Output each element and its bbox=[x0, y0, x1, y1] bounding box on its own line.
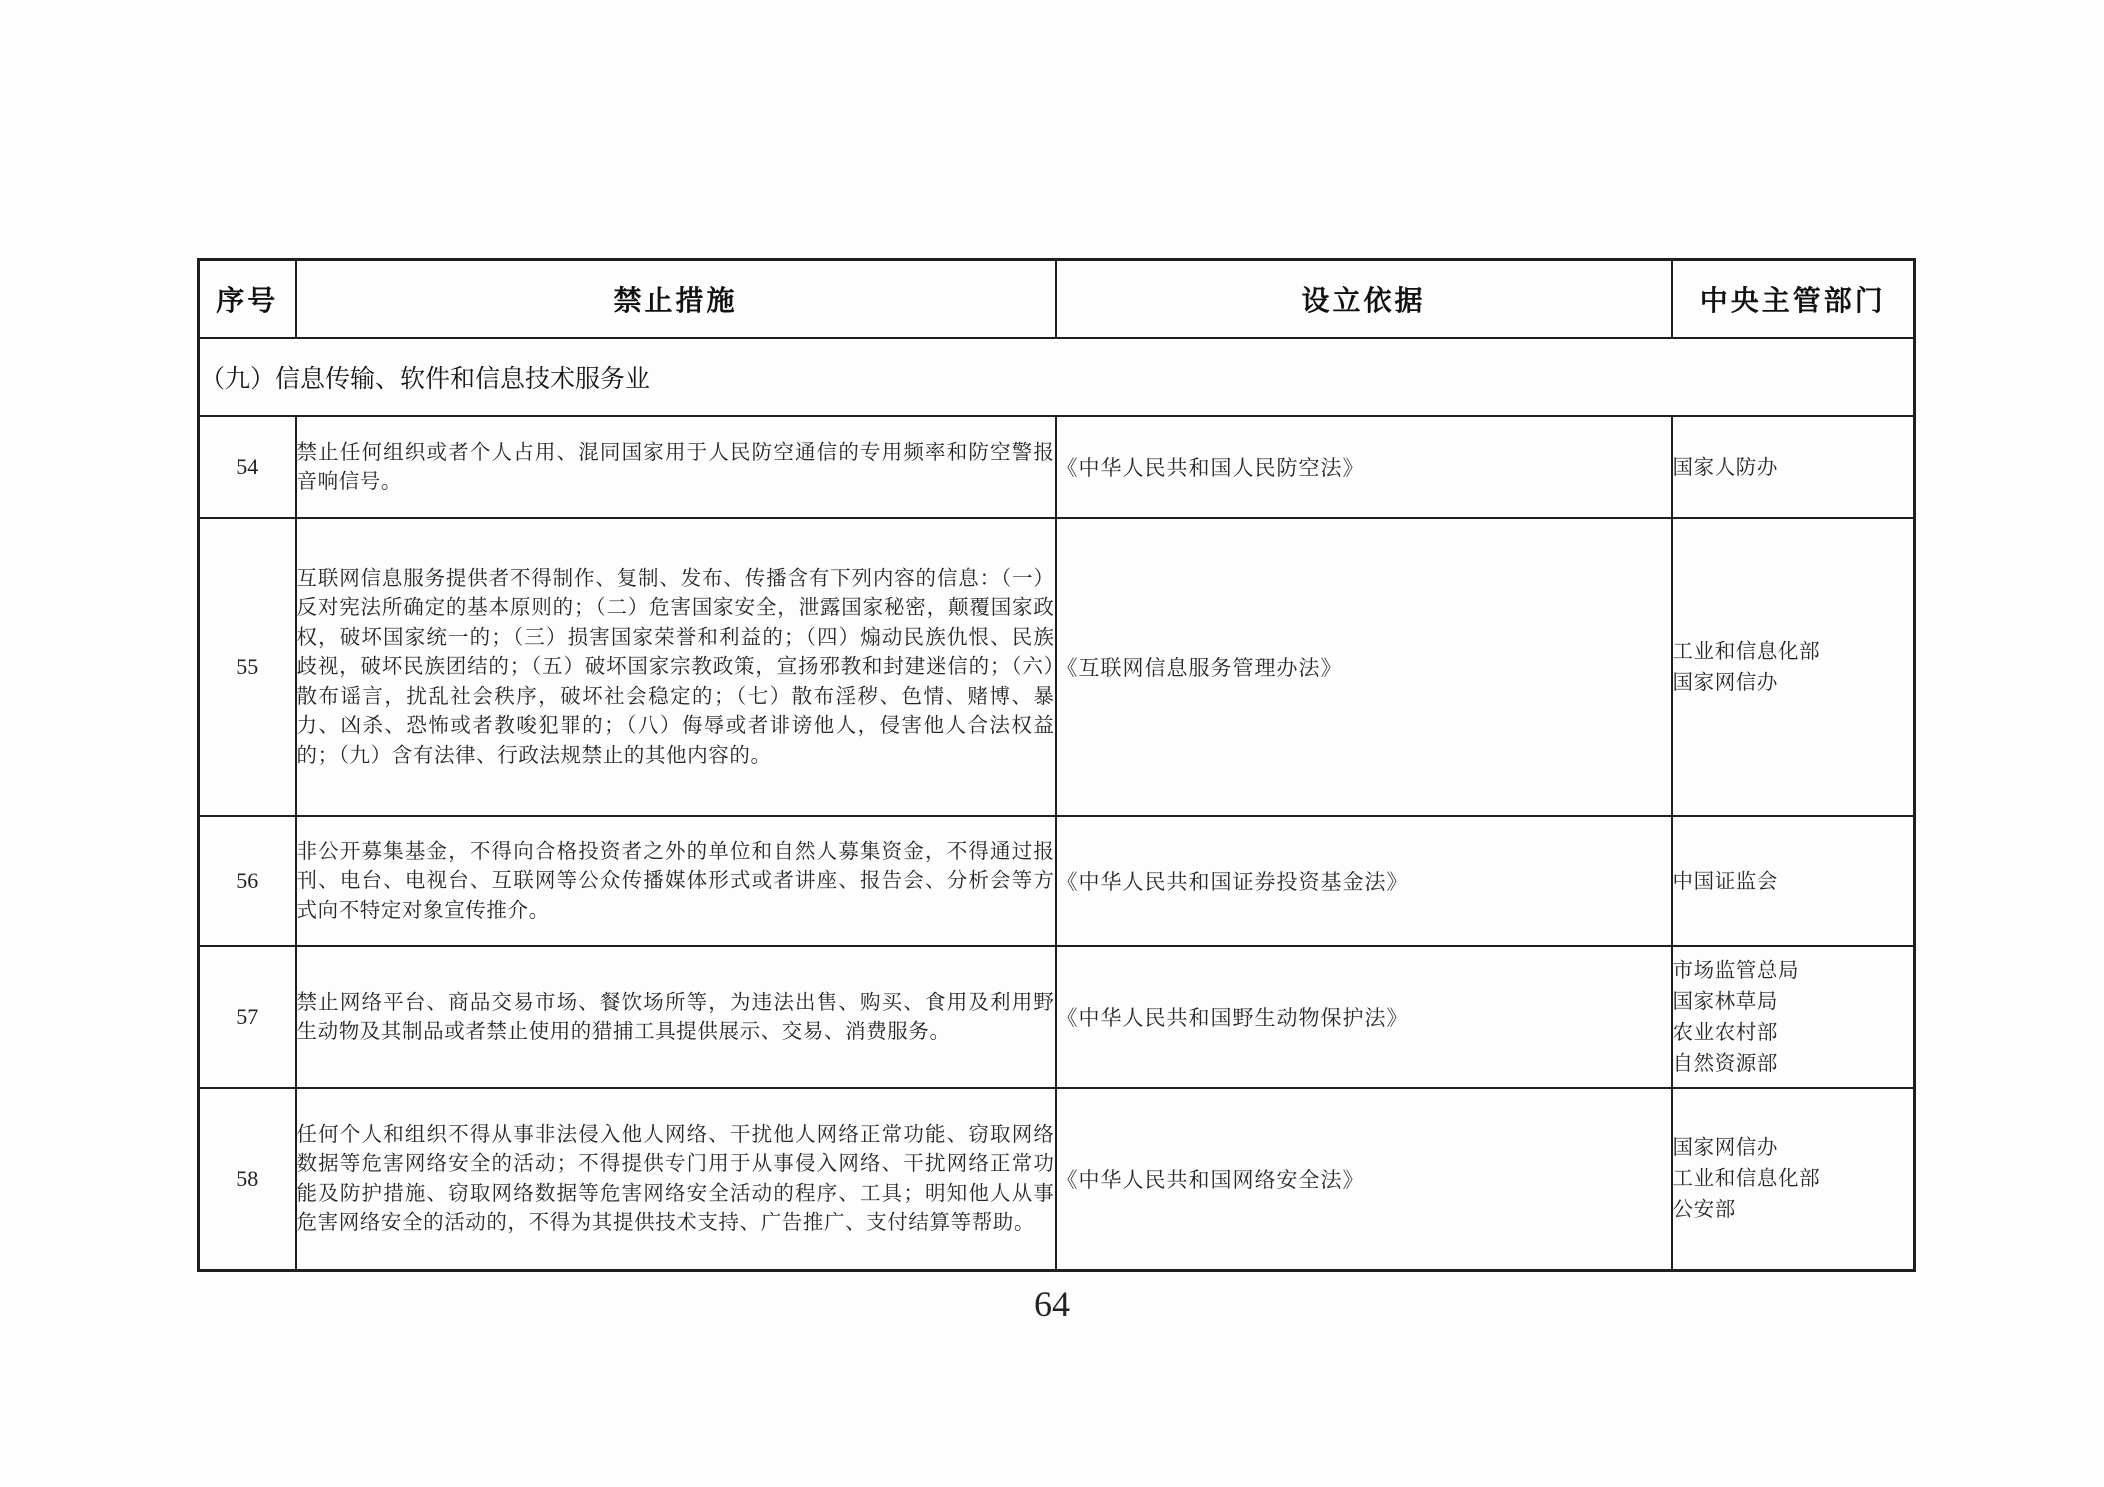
legal-basis: 《中华人民共和国人民防空法》 bbox=[1056, 416, 1672, 518]
row-number: 56 bbox=[199, 816, 296, 946]
authority-name: 农业农村部 bbox=[1672, 1020, 1778, 1044]
row-number: 58 bbox=[199, 1088, 296, 1270]
legal-basis: 《互联网信息服务管理办法》 bbox=[1056, 518, 1672, 816]
authority-cell bbox=[1672, 946, 1915, 1088]
authority-name: 国家网信办 bbox=[1672, 1135, 1778, 1160]
page-number: 64 bbox=[1034, 1284, 1070, 1324]
table-header-row bbox=[199, 260, 1915, 339]
authority-cell bbox=[1672, 816, 1915, 946]
measure-text: 任何个人和组织不得从事非法侵入他人网络、干扰他人网络正常功能、窃取网络数据等危害网络安全的活动；不得提供专门用于从事侵入网络、干扰网络正常功能及防护措施、窃取网络数据等危害网络安全活动的程序、工具；明知他人从事危害网络安全的活动的，不得为其提供技术支持、广告推广、支付结算等帮助。 bbox=[296, 1088, 1056, 1270]
row-number: 55 bbox=[199, 518, 296, 816]
authority-cell bbox=[1672, 1088, 1915, 1270]
authority-cell bbox=[1672, 518, 1915, 816]
legal-basis: 《中华人民共和国网络安全法》 bbox=[1056, 1088, 1672, 1270]
prohibited-measures-table bbox=[197, 258, 1916, 1272]
header-prohibited-measure: 禁止措施 bbox=[296, 260, 1056, 339]
authority-name: 中国证监会 bbox=[1672, 868, 1778, 893]
table-row bbox=[199, 1088, 1915, 1270]
authority-name: 国家林草局 bbox=[1672, 989, 1778, 1013]
authority-name: 国家网信办 bbox=[1672, 670, 1778, 694]
table-row bbox=[199, 946, 1915, 1088]
measure-text: 非公开募集基金，不得向合格投资者之外的单位和自然人募集资金，不得通过报刊、电台、电视台、互联网等公众传播媒体形式或者讲座、报告会、分析会等方式向不特定对象宣传推介。 bbox=[296, 816, 1056, 946]
section-row bbox=[199, 338, 1915, 416]
authority-name: 国家人防办 bbox=[1672, 454, 1778, 479]
authority-name: 工业和信息化部 bbox=[1672, 1166, 1821, 1191]
authority-cell bbox=[1672, 416, 1915, 518]
legal-basis: 《中华人民共和国野生动物保护法》 bbox=[1056, 946, 1672, 1088]
row-number: 57 bbox=[199, 946, 296, 1088]
row-number: 54 bbox=[199, 416, 296, 518]
table-row bbox=[199, 518, 1915, 816]
measure-text: 禁止任何组织或者个人占用、混同国家用于人民防空通信的专用频率和防空警报音响信号。 bbox=[296, 416, 1056, 518]
table-row bbox=[199, 816, 1915, 946]
table-row bbox=[199, 416, 1915, 518]
section-title: （九）信息传输、软件和信息技术服务业 bbox=[199, 338, 1915, 416]
authority-name: 工业和信息化部 bbox=[1672, 639, 1821, 663]
measure-text: 禁止网络平台、商品交易市场、餐饮场所等，为违法出售、购买、食用及利用野生动物及其制品或者禁止使用的猎捕工具提供展示、交易、消费服务。 bbox=[296, 946, 1056, 1088]
authority-name: 公安部 bbox=[1672, 1197, 1736, 1222]
header-central-authority: 中央主管部门 bbox=[1672, 260, 1915, 339]
measure-text: 互联网信息服务提供者不得制作、复制、发布、传播含有下列内容的信息：（一）反对宪法所确定的基本原则的；（二）危害国家安全，泄露国家秘密，颠覆国家政权，破坏国家统一的；（三）损害国家荣誉和利益的；（四）煽动民族仇恨、民族歧视，破坏民族团结的；（五）破坏国家宗教政策，宣扬邪教和封建迷信的；（六）散布谣言，扰乱社会秩序，破坏社会稳定的；（七）散布淫秽、色情、赌博、暴力、凶杀、恐怖或者教唆犯罪的；（八）侮辱或者诽谤他人，侵害他人合法权益的；（九）含有法律、行政法规禁止的其他内容的。 bbox=[296, 518, 1056, 816]
legal-basis: 《中华人民共和国证券投资基金法》 bbox=[1056, 816, 1672, 946]
authority-name: 市场监管总局 bbox=[1672, 958, 1800, 982]
header-serial-number: 序号 bbox=[199, 260, 296, 339]
authority-name: 自然资源部 bbox=[1672, 1051, 1778, 1075]
header-legal-basis: 设立依据 bbox=[1056, 260, 1672, 339]
